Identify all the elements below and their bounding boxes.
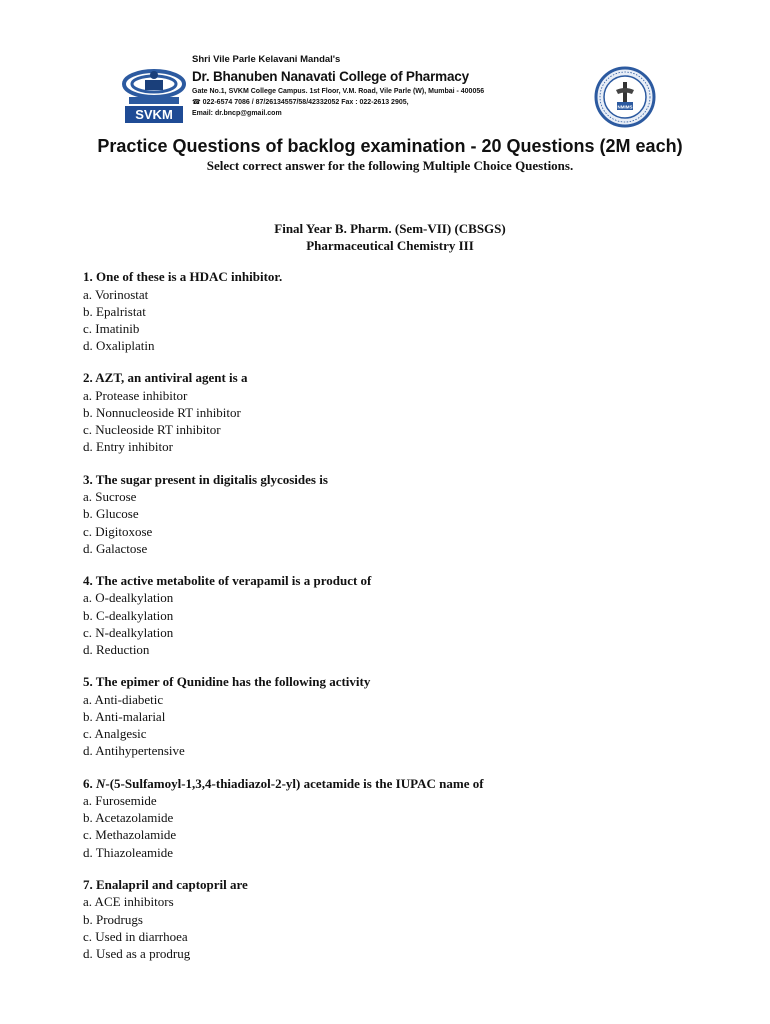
college-phone: ☎ 022-6574 7086 / 87/26134557/58/42332052 Fax : 022-2613 2905,	[192, 99, 409, 106]
option-b: b. C-dealkylation	[83, 607, 174, 623]
option-d: d. Oxaliplatin	[83, 338, 155, 354]
option-a: a. ACE inhibitors	[83, 894, 174, 910]
page-title: Practice Questions of backlog examination - 20 Questions (2M each)	[97, 136, 683, 156]
option-c: c. Methazolamide	[83, 827, 177, 843]
option-b: b. Glucose	[83, 506, 139, 522]
option-c: c. Nucleoside RT inhibitor	[83, 422, 221, 438]
seal-text: NMIMS	[617, 104, 633, 110]
option-d: d. Reduction	[83, 642, 150, 658]
option-a: a. O-dealkylation	[83, 590, 174, 606]
question-2	[83, 369, 743, 455]
option-b: b. Anti-malarial	[83, 708, 166, 724]
question-stem: 3. The sugar present in digitalis glycosides is	[83, 471, 328, 487]
course-line-1: Final Year B. Pharm. (Sem-VII) (CBSGS)	[274, 221, 506, 236]
option-c: c. Imatinib	[83, 320, 140, 336]
option-d: d. Galactose	[83, 540, 148, 556]
svkm-logo-text: SVKM	[135, 107, 173, 122]
question-1	[83, 268, 743, 354]
question-stem: 1. One of these is a HDAC inhibitor.	[83, 269, 283, 284]
university-seal-icon	[594, 66, 656, 128]
option-a: a. Furosemide	[83, 793, 157, 809]
svkm-logo	[121, 66, 187, 124]
question-stem: 5. The epimer of Qunidine has the following activity	[83, 674, 371, 690]
option-c: c. N-dealkylation	[83, 624, 174, 640]
option-a: a. Protease inhibitor	[83, 387, 188, 403]
question-stem: 2. AZT, an antiviral agent is a	[83, 370, 248, 386]
option-b: b. Nonnucleoside RT inhibitor	[83, 405, 241, 421]
option-d: d. Used as a prodrug	[83, 945, 191, 961]
option-b: b. Prodrugs	[83, 911, 143, 927]
question-7	[83, 876, 743, 962]
option-d: d. Antihypertensive	[83, 743, 185, 759]
question-3	[83, 471, 743, 557]
letterhead-text	[192, 54, 582, 119]
option-b: b. Epalristat	[83, 303, 146, 319]
letterhead	[0, 0, 770, 130]
option-b: b. Acetazolamide	[83, 810, 174, 826]
question-stem: 4. The active metabolite of verapamil is a product of	[83, 572, 372, 588]
question-4	[83, 572, 743, 658]
stem-italic: N	[96, 775, 106, 791]
course-info	[0, 220, 770, 254]
question-6	[83, 775, 743, 861]
option-d: d. Thiazoleamide	[83, 844, 174, 860]
question-list	[83, 268, 743, 977]
college-email: Email: dr.bncp@gmail.com	[192, 110, 282, 117]
society-name: Shri Vile Parle Kelavani Mandal's	[192, 54, 341, 65]
option-d: d. Entry inhibitor	[83, 439, 173, 455]
stem-prefix: 6.	[83, 775, 96, 791]
question-stem	[83, 775, 743, 793]
stem-suffix: -(5-Sulfamoyl-1,3,4-thiadiazol-2-yl) acetamide is the IUPAC name of	[105, 775, 484, 791]
option-c: c. Analgesic	[83, 726, 147, 742]
question-stem: 7. Enalapril and captopril are	[83, 876, 248, 892]
option-c: c. Digitoxose	[83, 523, 153, 539]
college-name: Dr. Bhanuben Nanavati College of Pharmacy	[192, 69, 469, 84]
college-address: Gate No.1, SVKM College Campus. 1st Floor, V.M. Road, Vile Parle (W), Mumbai - 400056	[192, 88, 485, 95]
option-a: a. Anti-diabetic	[83, 691, 164, 707]
course-line-2: Pharmaceutical Chemistry III	[306, 238, 474, 253]
page-subtitle: Select correct answer for the following Multiple Choice Questions.	[206, 158, 574, 173]
option-a: a. Sucrose	[83, 489, 137, 505]
option-a: a. Vorinostat	[83, 286, 149, 302]
question-5	[83, 673, 743, 759]
option-c: c. Used in diarrhoea	[83, 928, 188, 944]
